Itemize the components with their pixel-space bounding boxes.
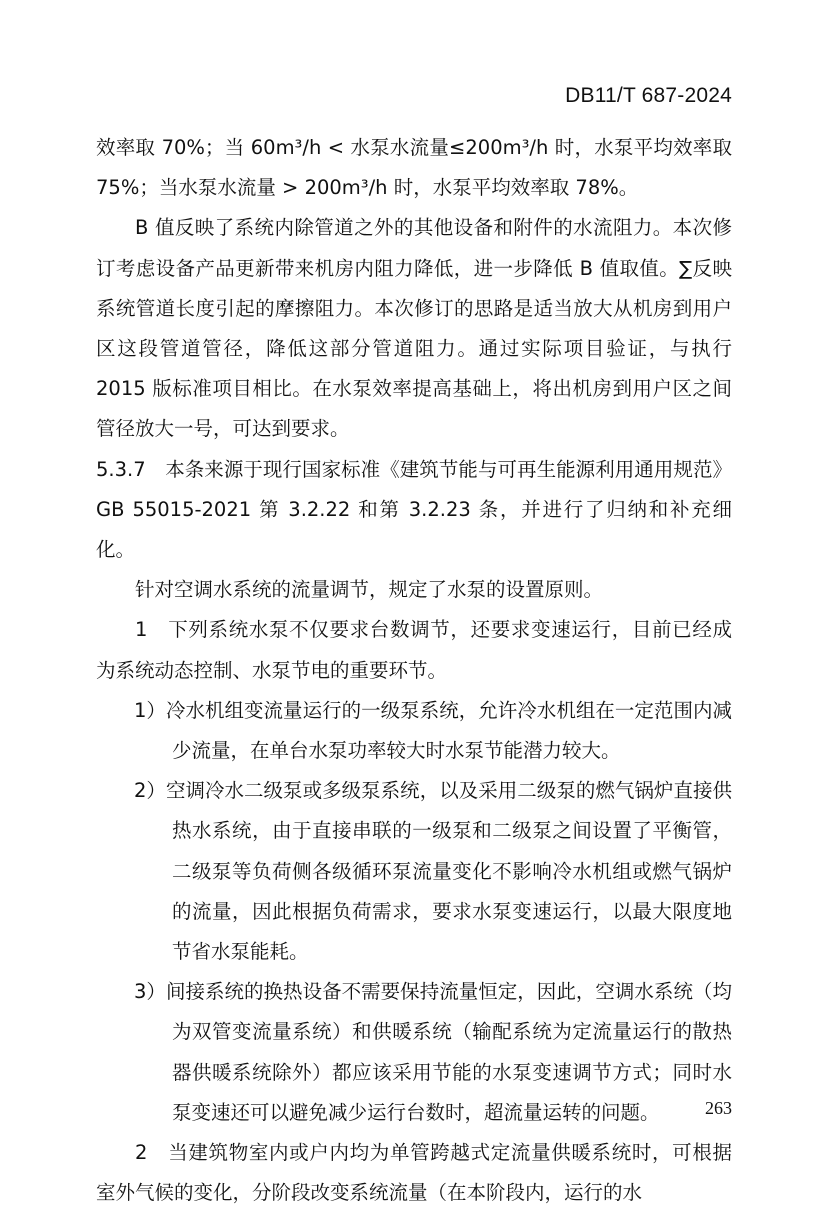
standard-code: DB11/T 687-2024 (565, 84, 732, 107)
list-item: 1 下列系统水泵不仅要求台数调节，还要求变速运行，目前已经成为系统动态控制、水泵节电的重要环节。 (96, 618, 732, 682)
sub-list-item: 1）冷水机组变流量运行的一级泵系统，允许冷水机组在一定范围内减少流量，在单台水泵功率较大时水泵节能潜力较大。 (134, 698, 732, 763)
list-item: 2 当建筑物室内或户内均为单管跨越式定流量供暖系统时，可根据室外气候的变化，分阶段改变系统流量（在本阶段内，运行的水 (96, 1141, 732, 1205)
paragraph: 效率取 70%；当 60m³/h < 水泵水流量≤200m³/h 时，水泵平均效率取 75%；当水泵水流量 > 200m³/h 时，水泵平均效率取 78%。 (96, 136, 732, 200)
sub-list-item: 2）空调冷水二级泵或多级泵系统，以及采用二级泵的燃气锅炉直接供热水系统，由于直接串联的一级泵和二级泵之间设置了平衡管，二级泵等负荷侧各级循环泵流量变化不影响冷水机组或燃气锅炉的流量，因此根据负荷需求，要求水泵变速运行，以最大限度地节省水泵能耗。 (134, 779, 732, 964)
body-text (96, 128, 732, 1213)
clause-paragraph: 5.3.7 本条来源于现行国家标准《建筑节能与可再生能源利用通用规范》GB 55015-2021 第 3.2.22 和第 3.2.23 条，并进行了归纳和补充细化。 (96, 457, 732, 562)
page-number: 263 (705, 1098, 732, 1118)
paragraph: 针对空调水系统的流量调节，规定了水泵的设置原则。 (135, 578, 604, 602)
paragraph: B 值反映了系统内除管道之外的其他设备和附件的水流阻力。本次修订考虑设备产品更新带来机房内阻力降低，进一步降低 B 值取值。∑反映系统管道长度引起的摩擦阻力。本次修订的思路是适当放大从机房到用户区这段管道管径，降低这部分管道阻力。通过实际项目验证，与执行 2015 版标准项目相比。在水泵效率提高基础上，将出机房到用户区之间管径放大一号，可达到要求。 (96, 216, 732, 441)
sub-list-item: 3）间接系统的换热设备不需要保持流量恒定，因此，空调水系统（均为双管变流量系统）和供暖系统（输配系统为定流量运行的散热器供暖系统除外）都应该采用节能的水泵变速调节方式；同时水泵变速还可以避免减少运行台数时，超流量运转的问题。 (134, 980, 732, 1124)
